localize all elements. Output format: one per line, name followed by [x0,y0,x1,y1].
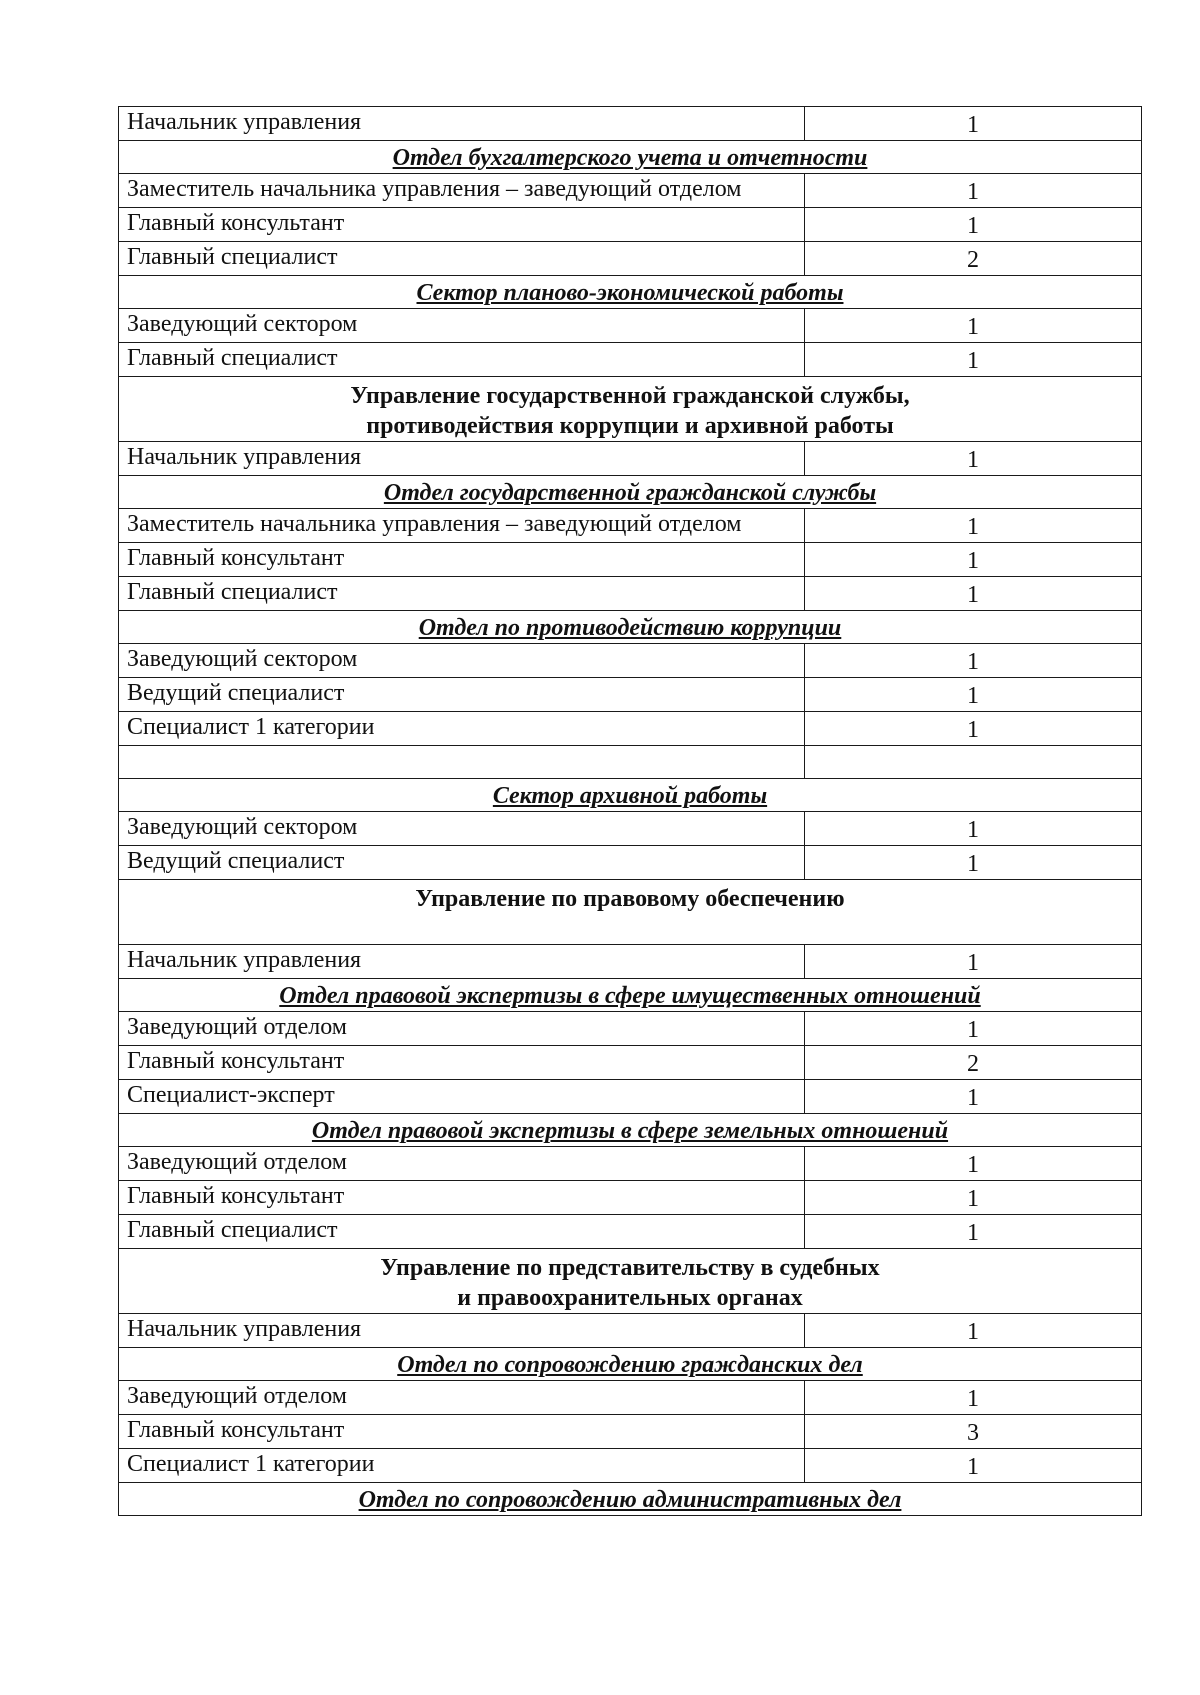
position-row [119,812,1142,846]
position-name: Заведующий отделом [119,1012,805,1046]
position-row [119,1080,1142,1114]
position-name: Специалист 1 категории [119,712,805,746]
department-header-row [119,1114,1142,1147]
department-title: Отдел правовой экспертизы в сфере имущественных отношений [119,979,1142,1012]
position-row [119,1449,1142,1483]
position-count: 1 [805,644,1142,678]
department-title: Отдел по сопровождению гражданских дел [119,1348,1142,1381]
position-count: 1 [805,812,1142,846]
staffing-table-body [119,107,1142,1516]
department-header-row [119,1483,1142,1516]
position-count: 1 [805,543,1142,577]
position-name: Начальник управления [119,107,805,141]
position-count: 1 [805,945,1142,979]
position-row [119,442,1142,476]
position-row [119,644,1142,678]
position-row [119,1147,1142,1181]
department-header-row [119,276,1142,309]
position-count: 1 [805,1381,1142,1415]
position-name: Начальник управления [119,1314,805,1348]
position-row [119,509,1142,543]
position-name: Заведующий отделом [119,1147,805,1181]
department-title: Сектор архивной работы [119,779,1142,812]
position-count: 1 [805,1215,1142,1249]
position-count: 2 [805,1046,1142,1080]
administration-header-row [119,377,1142,442]
position-count: 1 [805,846,1142,880]
position-row [119,1381,1142,1415]
position-row [119,174,1142,208]
position-count: 1 [805,208,1142,242]
position-count: 1 [805,1080,1142,1114]
position-name: Главный специалист [119,343,805,377]
position-name: Ведущий специалист [119,846,805,880]
department-title: Отдел бухгалтерского учета и отчетности [119,141,1142,174]
administration-title: Управление по представительству в судебных и правоохранительных органах [119,1249,1142,1314]
empty-cell [119,746,805,779]
position-name: Начальник управления [119,442,805,476]
position-count: 1 [805,107,1142,141]
position-name: Начальник управления [119,945,805,979]
administration-title: Управление государственной гражданской службы, противодействия коррупции и архивной работы [119,377,1142,442]
position-name: Заместитель начальника управления – заведующий отделом [119,174,805,208]
position-row [119,208,1142,242]
position-count: 1 [805,309,1142,343]
position-count: 1 [805,1314,1142,1348]
position-row [119,543,1142,577]
administration-title: Управление по правовому обеспечению [119,880,1142,945]
department-title: Отдел государственной гражданской службы [119,476,1142,509]
position-name: Специалист-эксперт [119,1080,805,1114]
administration-header-row [119,880,1142,945]
position-name: Главный консультант [119,543,805,577]
empty-row [119,746,1142,779]
department-header-row [119,141,1142,174]
department-title: Отдел по сопровождению административных дел [119,1483,1142,1516]
position-row [119,107,1142,141]
position-row [119,1215,1142,1249]
position-count: 1 [805,678,1142,712]
position-name: Заведующий сектором [119,812,805,846]
position-name: Заместитель начальника управления – заведующий отделом [119,509,805,543]
position-count: 1 [805,343,1142,377]
position-name: Главный специалист [119,242,805,276]
position-count: 3 [805,1415,1142,1449]
position-row [119,1012,1142,1046]
position-count: 1 [805,1181,1142,1215]
department-header-row [119,476,1142,509]
administration-header-row [119,1249,1142,1314]
position-name: Заведующий отделом [119,1381,805,1415]
position-row [119,309,1142,343]
position-name: Главный консультант [119,208,805,242]
position-count: 1 [805,174,1142,208]
department-header-row [119,1348,1142,1381]
position-count: 2 [805,242,1142,276]
position-row [119,712,1142,746]
position-row [119,343,1142,377]
position-row [119,242,1142,276]
position-name: Заведующий сектором [119,309,805,343]
position-count: 1 [805,712,1142,746]
position-name: Главный специалист [119,577,805,611]
position-count: 1 [805,1147,1142,1181]
empty-cell [805,746,1142,779]
position-row [119,678,1142,712]
position-name: Главный консультант [119,1046,805,1080]
position-name: Ведущий специалист [119,678,805,712]
position-count: 1 [805,577,1142,611]
position-count: 1 [805,1012,1142,1046]
department-title: Отдел правовой экспертизы в сфере земельных отношений [119,1114,1142,1147]
position-row [119,945,1142,979]
position-count: 1 [805,1449,1142,1483]
position-name: Заведующий сектором [119,644,805,678]
department-header-row [119,979,1142,1012]
department-title: Отдел по противодействию коррупции [119,611,1142,644]
department-header-row [119,779,1142,812]
department-header-row [119,611,1142,644]
position-count: 1 [805,442,1142,476]
position-name: Специалист 1 категории [119,1449,805,1483]
position-name: Главный консультант [119,1181,805,1215]
position-row [119,846,1142,880]
position-row [119,1415,1142,1449]
position-row [119,577,1142,611]
position-name: Главный консультант [119,1415,805,1449]
staffing-table [118,106,1142,1516]
department-title: Сектор планово-экономической работы [119,276,1142,309]
position-row [119,1181,1142,1215]
position-count: 1 [805,509,1142,543]
position-row [119,1314,1142,1348]
position-name: Главный специалист [119,1215,805,1249]
position-row [119,1046,1142,1080]
